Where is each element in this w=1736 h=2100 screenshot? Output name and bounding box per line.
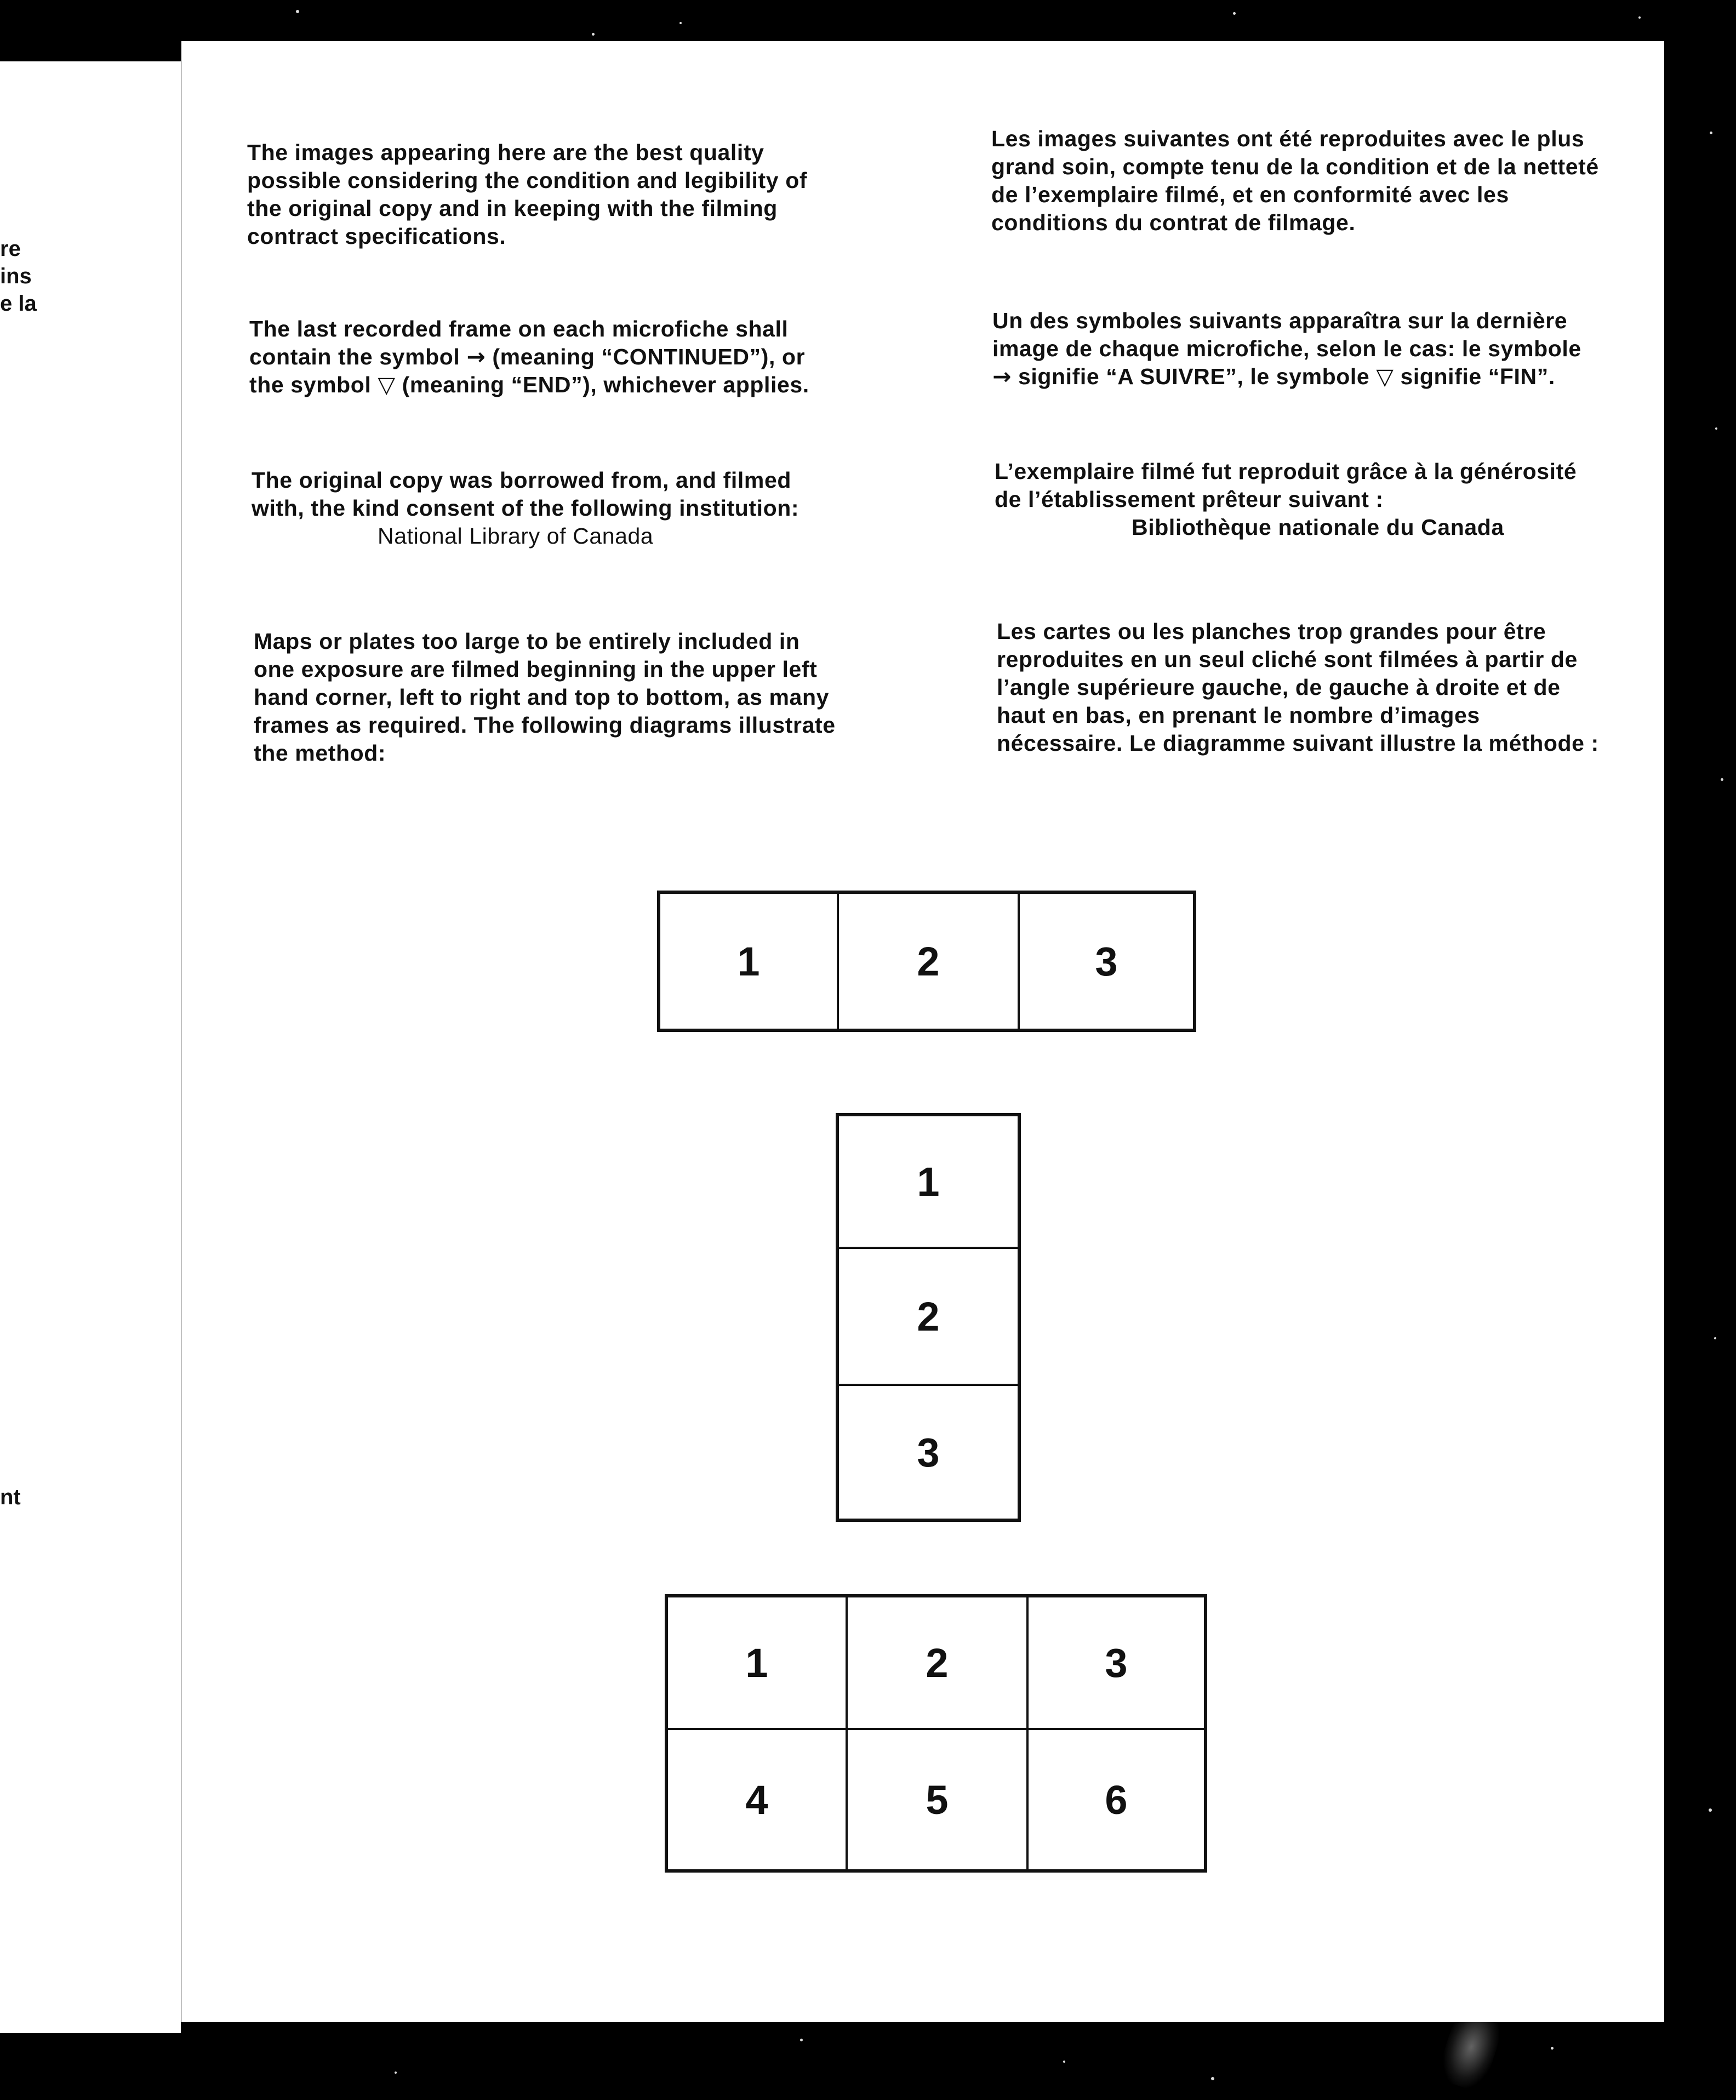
frame-cell: 3: [1105, 1640, 1128, 1686]
institution-name: Bibliothèque nationale du Canada: [1132, 515, 1504, 540]
paragraph: [249, 315, 841, 399]
scan-speck: [1721, 778, 1723, 781]
frame-cell: 2: [917, 938, 940, 984]
english-symbol-note: [249, 315, 841, 399]
paragraph: The images appearing here are the best quality possible considering the condition and legibility of the original copy and in keeping with the filming contract specifications.: [247, 140, 808, 249]
arrow-right-icon: →: [466, 344, 486, 370]
frame-cell: 6: [1105, 1777, 1128, 1823]
french-quality-note: [991, 125, 1600, 237]
scan-speck: [679, 22, 682, 24]
frame-cell: 5: [926, 1777, 949, 1823]
scan-speck: [1063, 2061, 1065, 2063]
diagram-vertical-frames: [836, 1113, 1021, 1522]
scan-speck: [592, 33, 595, 36]
scan-speck: [1715, 427, 1717, 430]
scan-speck: [395, 2072, 397, 2074]
paragraph: Les images suivantes ont été reproduites avec le plus grand soin, compte tenu de la condition et de la netteté de l’exemplaire filmé, et en conformité avec les conditions du contrat de filmage.: [991, 126, 1599, 235]
scan-speck: [1211, 2077, 1214, 2080]
scan-speck: [1233, 12, 1236, 15]
frame-cell: 1: [737, 938, 760, 984]
english-quality-note: [247, 139, 839, 250]
previous-page-fragment: [0, 61, 181, 2033]
frame-cell: 2: [917, 1293, 940, 1339]
notice-page: [181, 41, 1664, 2022]
frame-cell: 1: [745, 1640, 768, 1686]
text-run: The last recorded frame on each microfiche shall contain the symbol: [249, 316, 789, 369]
text-run: Un des symboles suivants apparaîtra sur la dernière image de chaque microfiche, selon le cas: le symbole: [992, 308, 1581, 361]
text-run: (meaning “END”), whichever applies.: [402, 372, 809, 397]
text-run: (meaning “CONTINUED”), or the symbol: [249, 344, 806, 397]
scan-speck: [1714, 1337, 1716, 1339]
frame-cell: 3: [1095, 938, 1118, 984]
scan-speck: [800, 2039, 803, 2041]
institution-name: National Library of Canada: [378, 523, 654, 549]
fragment-text: nt: [0, 1485, 21, 1509]
diagram-grid-frames: [665, 1594, 1207, 1873]
text-run: signifie “A SUIVRE”, le symbole: [1018, 364, 1370, 389]
paragraph: The original copy was borrowed from, and filmed with, the kind consent of the following institution:: [252, 467, 800, 521]
triangle-down-icon: ▽: [1376, 363, 1394, 390]
scan-speck: [1710, 132, 1712, 134]
arrow-right-icon: →: [992, 363, 1012, 390]
scan-speck: [1709, 1808, 1712, 1812]
triangle-down-icon: ▽: [378, 372, 396, 398]
paragraph: [992, 307, 1601, 391]
paragraph: Maps or plates too large to be entirely included in one exposure are filmed beginning in the upper left hand corner, left to right and top to bottom, as many frames as required. The following diagrams illustrate the method:: [254, 629, 836, 766]
french-symbol-note: [992, 307, 1601, 391]
frame-cell: 2: [926, 1640, 949, 1686]
paragraph: L’exemplaire filmé fut reproduit grâce à la générosité de l’établissement prêteur suivant :: [995, 459, 1577, 512]
english-maps-note: [254, 627, 846, 767]
english-institution-note: [252, 466, 843, 550]
fragment-text: ins: [0, 264, 32, 288]
frame-cell: 4: [745, 1777, 768, 1823]
paragraph: Les cartes ou les planches trop grandes pour être reproduites en un seul cliché sont filmées à partir de l’angle supérieure gauche, de gauche à droite et de haut en bas, en prenant le nombre d’images nécessaire. Le diagramme suivant illustre la méthode :: [997, 619, 1599, 756]
fragment-text: e la: [0, 292, 37, 316]
diagram-horizontal-frames: [657, 891, 1196, 1032]
french-institution-note: [995, 458, 1603, 541]
text-run: signifie “FIN”.: [1400, 364, 1555, 389]
scan-speck: [1638, 16, 1641, 19]
scan-speck: [296, 10, 299, 13]
french-maps-note: [997, 618, 1605, 757]
fragment-text: re: [0, 237, 21, 261]
frame-cell: 1: [917, 1159, 940, 1205]
frame-cell: 3: [917, 1429, 940, 1475]
scan-speck: [1551, 2047, 1554, 2050]
